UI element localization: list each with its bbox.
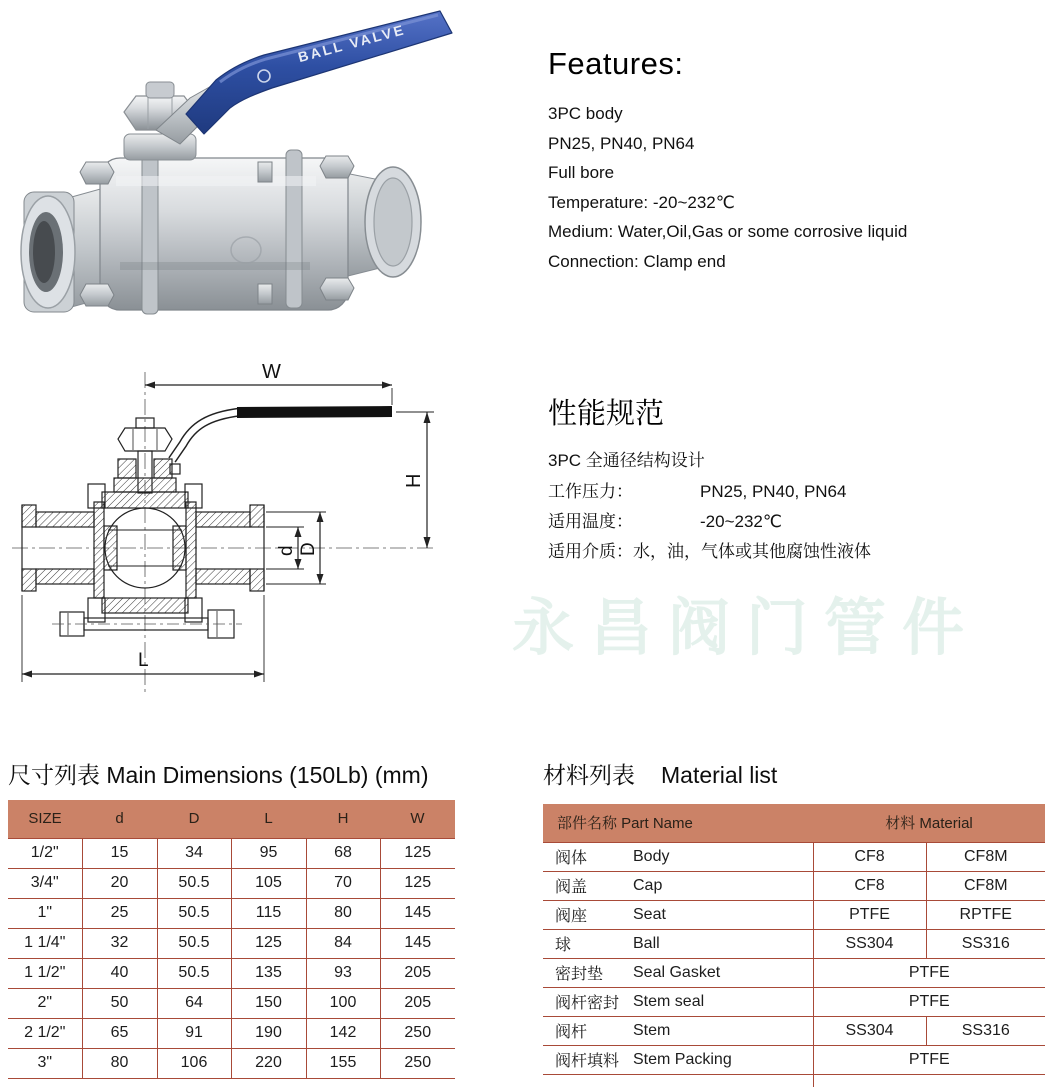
part-name-en <box>631 1074 813 1087</box>
valve-drawing-svg <box>0 360 460 705</box>
column-header: D <box>157 800 231 838</box>
watermark: 永昌阀门管件 <box>512 594 981 663</box>
column-header: W <box>380 800 455 838</box>
joint-plate-right <box>186 502 196 598</box>
table-cell: 142 <box>306 1018 380 1048</box>
table-row <box>543 900 1045 929</box>
table-cell: 205 <box>380 958 455 988</box>
table-row <box>8 1048 455 1078</box>
dimensions-header-row <box>8 800 455 838</box>
drawing-handle <box>172 406 392 460</box>
part-name-en: Stem <box>631 1016 813 1045</box>
table-row <box>8 838 455 868</box>
part-name-cn: 球 <box>543 929 631 958</box>
table-cell: 50.5 <box>157 928 231 958</box>
table-row <box>543 842 1045 871</box>
valve-photo-illustration <box>8 0 463 350</box>
material-cell <box>813 1074 1045 1087</box>
table-row <box>543 1045 1045 1074</box>
material-cell: PTFE <box>813 987 1045 1016</box>
table-row <box>8 868 455 898</box>
table-cell: 145 <box>380 928 455 958</box>
spec-row <box>548 507 1018 537</box>
table-cell: 50 <box>82 988 157 1018</box>
part-name-cn: 阀杆密封 <box>543 987 631 1016</box>
material-cell: CF8 <box>813 871 926 900</box>
column-header: d <box>82 800 157 838</box>
table-cell: 135 <box>231 958 306 988</box>
table-cell: 106 <box>157 1048 231 1078</box>
table-cell: 40 <box>82 958 157 988</box>
table-cell: 3" <box>8 1048 82 1078</box>
label-d: d <box>276 545 297 556</box>
table-row <box>8 988 455 1018</box>
table-cell: 80 <box>306 898 380 928</box>
dimensions-section <box>8 757 458 1079</box>
table-cell: 155 <box>306 1048 380 1078</box>
table-cell: 50.5 <box>157 898 231 928</box>
spec-value: PN25, PN40, PN64 <box>700 482 847 501</box>
table-cell: 1 1/2" <box>8 958 82 988</box>
table-cell: 2 1/2" <box>8 1018 82 1048</box>
spec-row <box>548 537 1018 567</box>
table-row <box>8 958 455 988</box>
materials-title-en: Material list <box>661 762 778 788</box>
specs-cn-section <box>548 391 1018 567</box>
part-name-cn: 阀杆填料 <box>543 1045 631 1074</box>
material-cell: SS304 <box>813 1016 926 1045</box>
material-cell: RPTFE <box>926 900 1045 929</box>
feature-item: Medium: Water,Oil,Gas or some corrosive liquid <box>548 222 908 241</box>
materials-section <box>543 757 1051 1087</box>
part-name-cn: 阀座 <box>543 900 631 929</box>
features-title: Features: <box>548 46 684 81</box>
feature-item: 3PC body <box>548 104 623 123</box>
feature-item: Temperature: -20~232℃ <box>548 192 735 212</box>
part-name-cn: 阀杆 <box>543 1016 631 1045</box>
column-header: L <box>231 800 306 838</box>
seat-right <box>173 526 186 570</box>
table-cell: 190 <box>231 1018 306 1048</box>
table-cell: 15 <box>82 838 157 868</box>
table-cell: 50.5 <box>157 868 231 898</box>
part-name-en: Cap <box>631 871 813 900</box>
table-row <box>543 1016 1045 1045</box>
table-cell: 1 1/4" <box>8 928 82 958</box>
table-row <box>8 1018 455 1048</box>
material-cell: SS316 <box>926 929 1045 958</box>
spec-row <box>548 477 1018 507</box>
table-cell: 93 <box>306 958 380 988</box>
table-row <box>8 898 455 928</box>
table-cell: 145 <box>380 898 455 928</box>
part-name-en: Body <box>631 842 813 871</box>
material-header-row <box>543 804 1045 842</box>
column-header-material: 材料 Material <box>813 804 1045 842</box>
table-cell: 20 <box>82 868 157 898</box>
table-cell: 34 <box>157 838 231 868</box>
table-cell: 32 <box>82 928 157 958</box>
table-cell: 115 <box>231 898 306 928</box>
table-cell: 50.5 <box>157 958 231 988</box>
part-name-en: Ball <box>631 929 813 958</box>
table-cell: 250 <box>380 1018 455 1048</box>
table-cell: 1" <box>8 898 82 928</box>
features-list <box>548 99 1018 276</box>
spec-label: 适用介质：水，油，气体或其他腐蚀性液体 <box>548 542 871 561</box>
table-row <box>8 928 455 958</box>
feature-item: Full bore <box>548 163 615 182</box>
table-cell: 95 <box>231 838 306 868</box>
dimensions-title: 尺寸列表 Main Dimensions (150Lb) (mm) <box>8 762 429 788</box>
part-name-en: Stem Packing <box>631 1045 813 1074</box>
table-cell: 125 <box>231 928 306 958</box>
table-cell: 100 <box>306 988 380 1018</box>
spec-value: -20~232℃ <box>700 512 782 531</box>
material-cell: CF8 <box>813 842 926 871</box>
material-cell: SS304 <box>813 929 926 958</box>
material-cell: PTFE <box>813 1045 1045 1074</box>
materials-title <box>543 757 1051 790</box>
bottom-bolt-assembly <box>52 598 242 638</box>
table-cell: 80 <box>82 1048 157 1078</box>
table-cell: 84 <box>306 928 380 958</box>
materials-title-cn: 材料列表 <box>543 762 635 788</box>
part-name-en: Seal Gasket <box>631 958 813 987</box>
spec-label: 工作压力： <box>548 482 633 501</box>
material-cell: PTFE <box>813 958 1045 987</box>
table-cell: 125 <box>380 868 455 898</box>
table-cell: 2" <box>8 988 82 1018</box>
material-cell: CF8M <box>926 871 1045 900</box>
valve-section-drawing <box>0 360 460 705</box>
dimensions-table <box>8 800 455 1079</box>
table-cell: 105 <box>231 868 306 898</box>
part-name-cn: 密封垫 <box>543 958 631 987</box>
material-cell: SS316 <box>926 1016 1045 1045</box>
part-name-cn: 阀体 <box>543 842 631 871</box>
dimension-W <box>145 382 392 406</box>
material-cell: CF8M <box>926 842 1045 871</box>
table-cell: 125 <box>380 838 455 868</box>
column-header: SIZE <box>8 800 82 838</box>
feature-item: Connection: Clamp end <box>548 251 726 271</box>
spec-label: 适用温度： <box>548 512 633 531</box>
specs-cn-subtitle: 3PC 全通径结构设计 <box>548 451 705 470</box>
table-row <box>543 987 1045 1016</box>
table-cell: 70 <box>306 868 380 898</box>
right-clamp-port <box>340 167 421 278</box>
material-cell: PTFE <box>813 900 926 929</box>
valve-photo <box>8 0 463 350</box>
table-cell: 150 <box>231 988 306 1018</box>
table-cell: 68 <box>306 838 380 868</box>
features-section <box>548 46 1018 276</box>
joint-plate-left <box>94 502 104 598</box>
specs-cn-rows <box>548 477 1018 567</box>
table-cell: 25 <box>82 898 157 928</box>
label-L: L <box>138 650 149 671</box>
valve-body <box>100 150 348 314</box>
table-cell: 250 <box>380 1048 455 1078</box>
seat-left <box>104 526 117 570</box>
part-name-cn <box>543 1074 631 1087</box>
label-H: H <box>403 473 425 488</box>
specs-cn-title: 性能规范 <box>548 398 665 430</box>
label-W: W <box>262 361 281 383</box>
table-cell: 1/2" <box>8 838 82 868</box>
part-name-en: Stem seal <box>631 987 813 1016</box>
table-cell: 64 <box>157 988 231 1018</box>
part-name-cn: 阀盖 <box>543 871 631 900</box>
part-name-en: Seat <box>631 900 813 929</box>
table-row <box>543 871 1045 900</box>
table-row-partial <box>543 1074 1045 1087</box>
column-header: H <box>306 800 380 838</box>
handle-label: BALL VALVE <box>296 21 408 66</box>
table-cell: 3/4" <box>8 868 82 898</box>
table-row <box>543 929 1045 958</box>
material-table <box>543 804 1045 1087</box>
table-cell: 91 <box>157 1018 231 1048</box>
table-cell: 65 <box>82 1018 157 1048</box>
table-cell: 205 <box>380 988 455 1018</box>
top-flange <box>102 492 188 508</box>
table-cell: 220 <box>231 1048 306 1078</box>
column-header-part-name: 部件名称 Part Name <box>543 804 813 842</box>
table-row <box>543 958 1045 987</box>
valve-handle <box>186 11 452 134</box>
feature-item: PN25, PN40, PN64 <box>548 133 695 153</box>
label-D: D <box>298 542 319 556</box>
